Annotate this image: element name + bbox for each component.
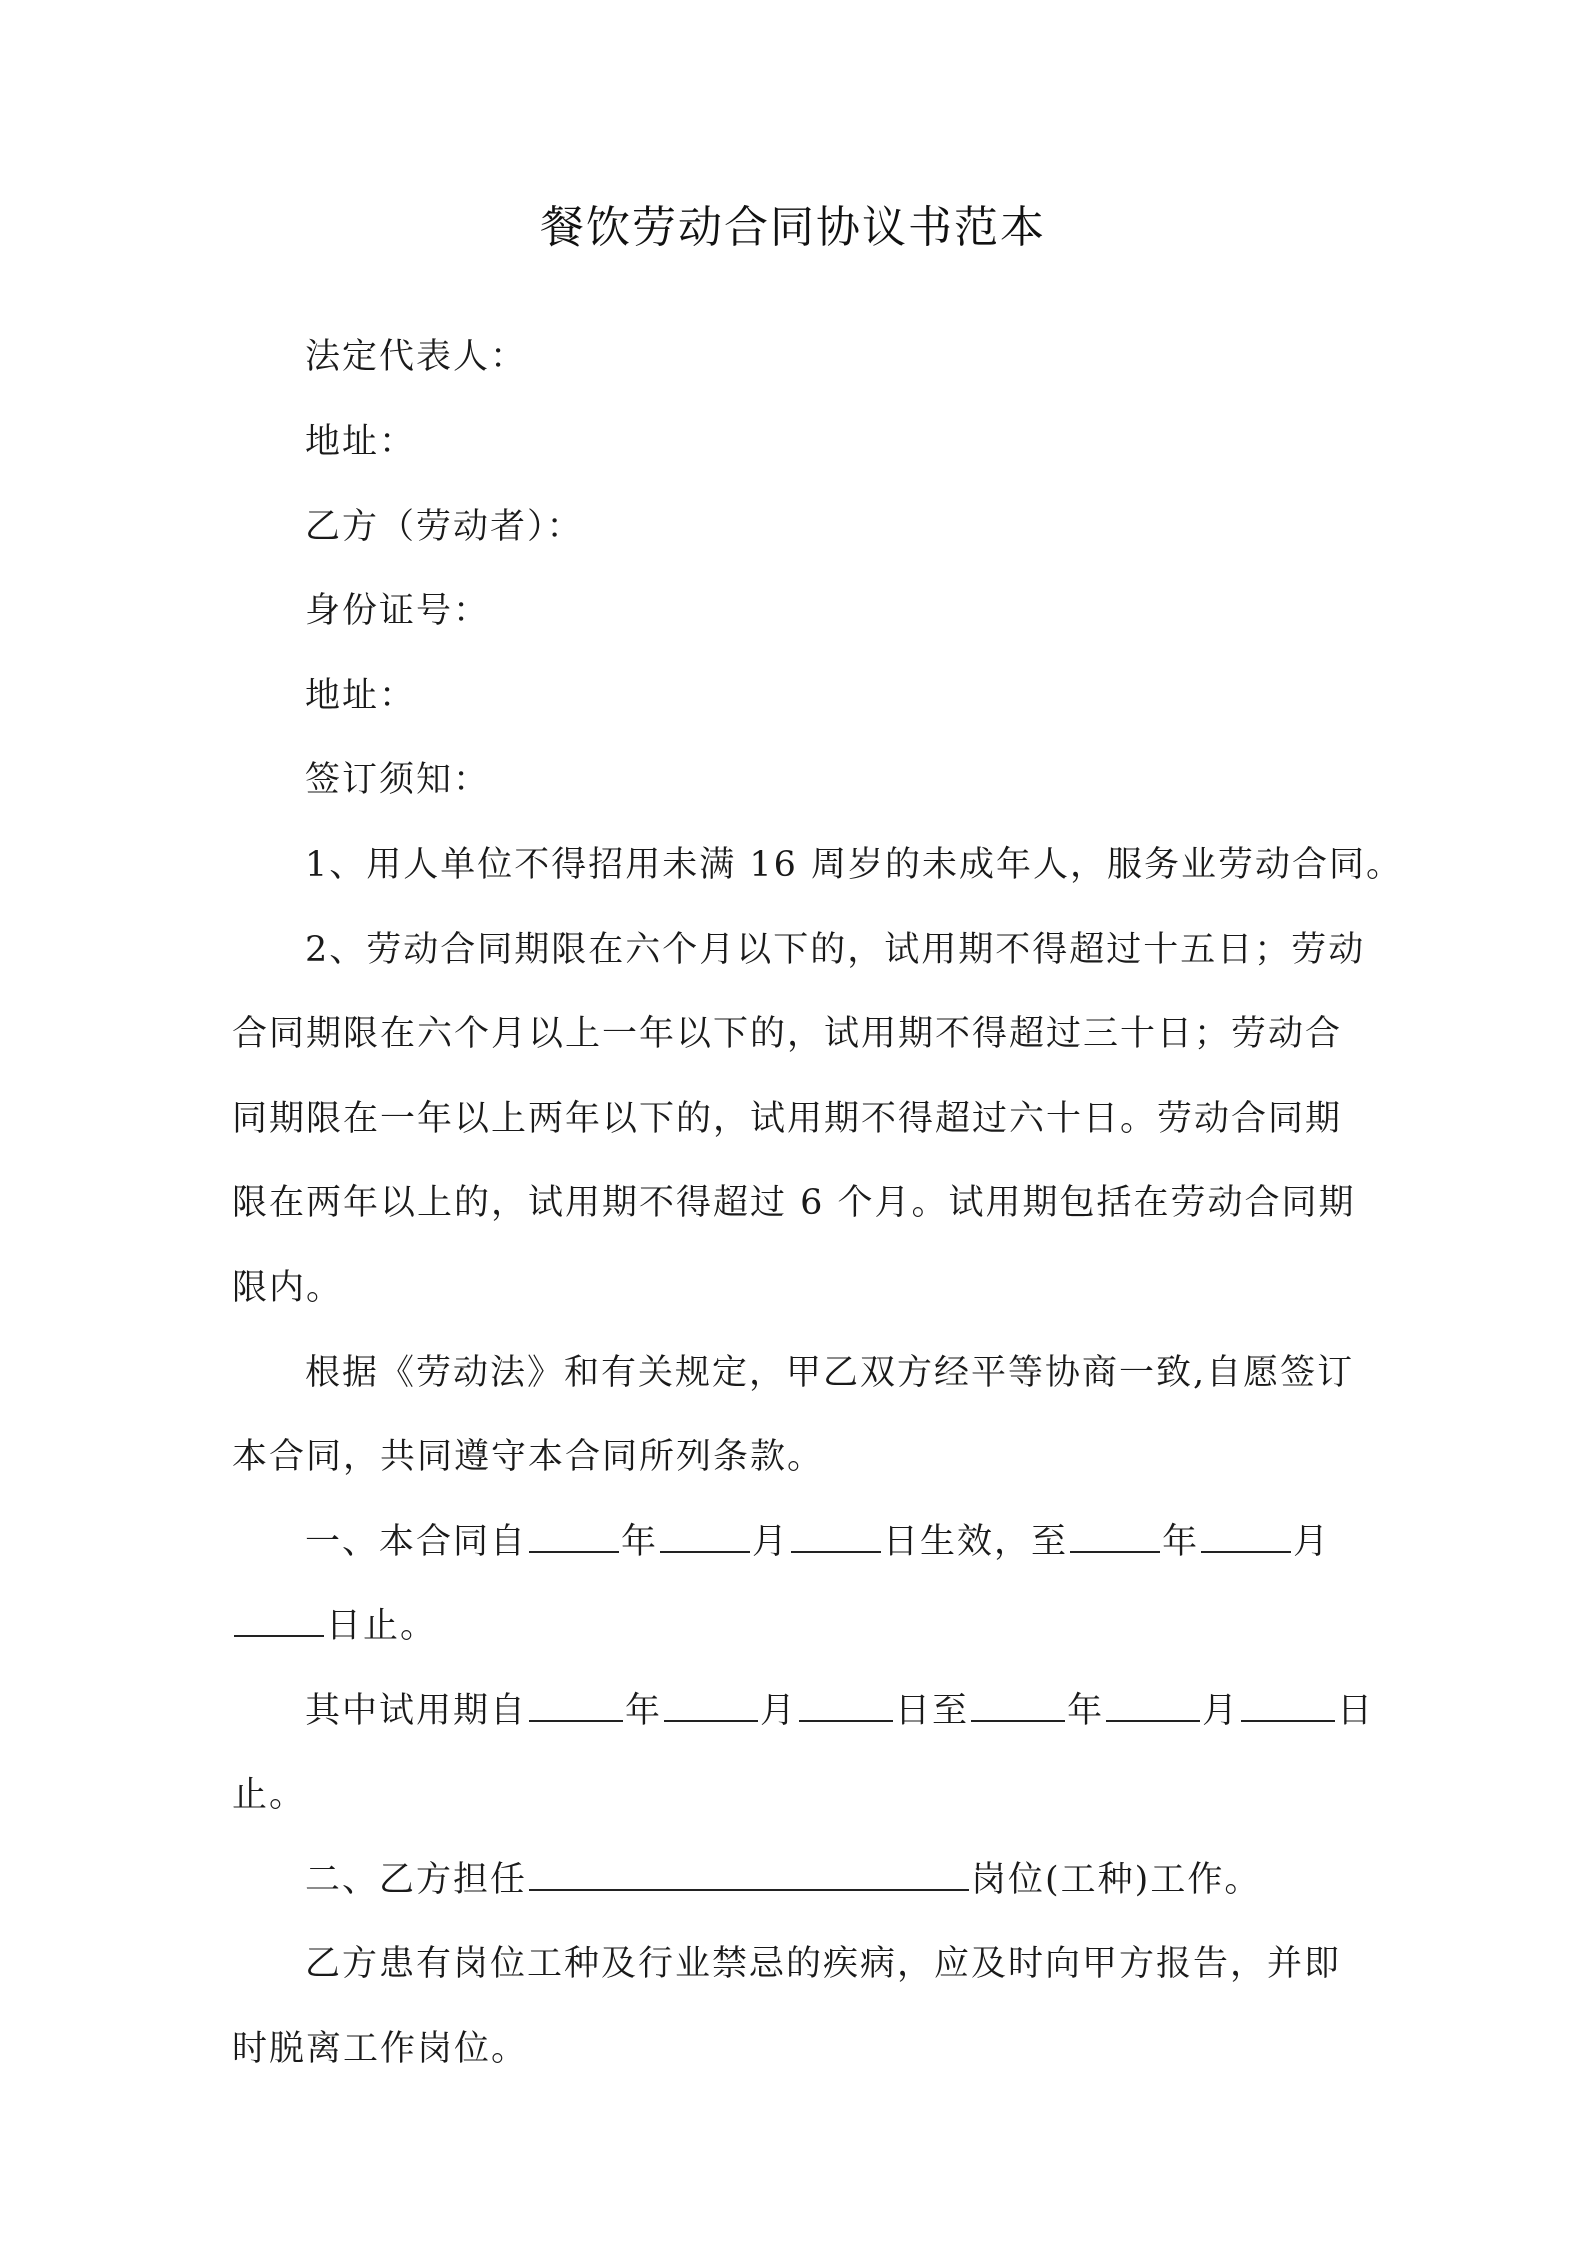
- end-year-blank: [1070, 1521, 1160, 1553]
- probation-end: 止。: [232, 1775, 307, 1815]
- notice-item-1: 1、用人单位不得招用未满 16 周岁的未成年人，服务业劳动合同。: [305, 845, 1404, 885]
- year-label: 年: [1067, 1691, 1105, 1731]
- day-to-label: 日至: [895, 1691, 970, 1731]
- disease-line: 时脱离工作岗位。: [232, 2029, 529, 2069]
- notice-item-2-line: 同期限在一年以上两年以下的，试用期不得超过六十日。劳动合同期: [232, 1099, 1343, 1139]
- probation-start-day-blank: [799, 1690, 893, 1722]
- notice-item-2-line: 限内。: [232, 1268, 344, 1308]
- month-label: 月: [1293, 1522, 1331, 1562]
- day-label: 日: [1337, 1691, 1375, 1731]
- disease-line: 乙方患有岗位工种及行业禁忌的疾病，应及时向甲方报告，并即: [305, 1944, 1342, 1984]
- clause-2-end: 岗位(工种)工作。: [971, 1860, 1262, 1900]
- party-b-address-field: 地址：: [305, 676, 417, 716]
- notice-item-2-line: 2、劳动合同期限在六个月以下的，试用期不得超过十五日；劳动: [305, 930, 1366, 970]
- notice-heading: 签订须知：: [305, 760, 491, 800]
- position-blank: [529, 1859, 969, 1891]
- preamble-line: 根据《劳动法》和有关规定，甲乙双方经平等协商一致,自愿签订: [305, 1353, 1355, 1393]
- probation-end-day-blank: [1241, 1690, 1335, 1722]
- start-month-blank: [660, 1521, 750, 1553]
- year-label: 年: [621, 1522, 659, 1562]
- probation-start-month-blank: [664, 1690, 758, 1722]
- probation-end-month-blank: [1106, 1690, 1200, 1722]
- notice-item-2-line: 合同期限在六个月以上一年以下的，试用期不得超过三十日；劳动合: [232, 1014, 1343, 1054]
- probation-term: [305, 1689, 1374, 1733]
- clause-2-position: [305, 1858, 1261, 1902]
- notice-item-2-line: 限在两年以上的，试用期不得超过 6 个月。试用期包括在劳动合同期: [232, 1183, 1356, 1223]
- party-b-field: 乙方（劳动者）：: [305, 507, 584, 547]
- legal-rep-field: 法定代表人：: [305, 337, 528, 377]
- probation-start-year-blank: [529, 1690, 623, 1722]
- end-month-blank: [1201, 1521, 1291, 1553]
- year-label: 年: [625, 1691, 663, 1731]
- preamble-line: 本合同，共同遵守本合同所列条款。: [232, 1437, 825, 1477]
- month-label: 月: [760, 1691, 798, 1731]
- end-day-blank: [234, 1605, 324, 1637]
- party-a-address-field: 地址：: [305, 422, 417, 462]
- clause-1-start: 一、本合同自: [305, 1522, 528, 1562]
- clause-1-end: 日止。: [326, 1606, 438, 1646]
- effective-label: 日生效，至: [883, 1522, 1069, 1562]
- document-title: 餐饮劳动合同协议书范本: [540, 202, 1046, 253]
- clause-1-term-end: [232, 1604, 437, 1648]
- probation-end-year-blank: [971, 1690, 1065, 1722]
- month-label: 月: [1202, 1691, 1240, 1731]
- start-day-blank: [791, 1521, 881, 1553]
- clause-2-start: 二、乙方担任: [305, 1860, 528, 1900]
- id-number-field: 身份证号：: [305, 591, 491, 631]
- month-label: 月: [752, 1522, 790, 1562]
- start-year-blank: [529, 1521, 619, 1553]
- year-label: 年: [1162, 1522, 1200, 1562]
- clause-1-term: [305, 1520, 1330, 1564]
- probation-start: 其中试用期自: [305, 1691, 528, 1731]
